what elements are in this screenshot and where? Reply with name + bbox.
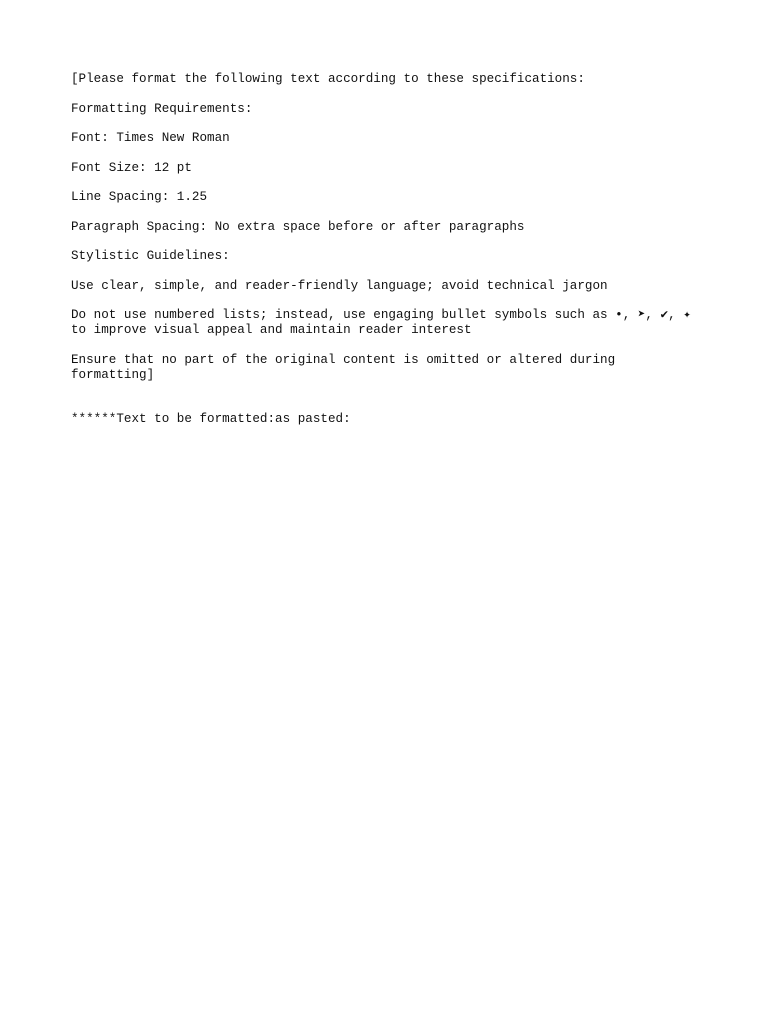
text-to-format-label: ******Text to be formatted:as pasted:: [71, 411, 351, 426]
blank-line: [71, 397, 711, 412]
font-line: Font: Times New Roman: [71, 131, 230, 145]
completeness-guideline: Ensure that no part of the original content is omitted or altered during formatting]: [71, 352, 616, 382]
document-page: [71, 72, 711, 441]
bullet-guideline: Do not use numbered lists; instead, use engaging bullet symbols such as •, ➤, ✔, ✦ to improve visual appeal and maintain reader interest: [71, 308, 691, 337]
font-size-line: Font Size: 12 pt: [71, 160, 192, 175]
paragraph-spacing-line: Paragraph Spacing: No extra space before or after paragraphs: [71, 219, 525, 234]
stylistic-guidelines-heading: Stylistic Guidelines:: [71, 249, 230, 263]
intro-paragraph: [Please format the following text according to these specifications:: [71, 72, 585, 86]
line-spacing-line: Line Spacing: 1.25: [71, 190, 208, 204]
language-guideline: Use clear, simple, and reader-friendly language; avoid technical jargon: [71, 278, 608, 293]
formatting-requirements-heading: Formatting Requirements:: [71, 101, 253, 116]
